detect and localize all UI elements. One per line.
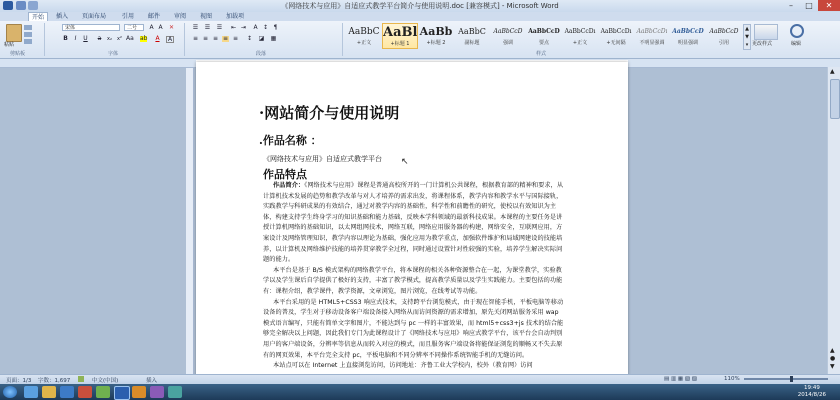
cut-icon[interactable] [24, 25, 32, 30]
style-name: 不明显强调 [639, 40, 665, 46]
align-right-icon[interactable]: ≡ [212, 35, 219, 42]
zoom-level[interactable]: 110% [724, 376, 740, 382]
page-indicator[interactable]: 页面：1/3 [6, 378, 32, 384]
taskbar-app-icon[interactable] [42, 386, 56, 398]
paragraph-text: 《网络技术与应用》课程是普通高校所开的一门计算机公共课程，根据教育部的精神和要求，从计算机技术发展的趋势和教学改革与对人才培养的需求出发，将课程体系，教学内容和教学水平与国际接轨，实践教学与科研成果的有效结合，通过对教学内容的基础性，科学性和前瞻性的研究，使校以有效知识为主体，构建支持学生终身学习的知识基础和能力基础，反映本学科领域的最新科技成果。本课程的主要任务是讲授计算机网络的基础知识，以太网组网技术，网络互联，网络应用服务器的构建，网络安全，互联网应用，方案设计及网络管理知识，教学内容以理论为基础，强化应用为教学重点，加强软件维护和局域网建设的技能培养，以计算机及网络维护技能的培养贯穿教学全过程，同时通过设置针对性较强的实验，培养学生解决实际问题的能力。 [263, 182, 564, 264]
title-bar [0, 0, 840, 12]
system-clock[interactable] [798, 385, 826, 399]
document-page[interactable] [196, 62, 628, 376]
show-marks-icon[interactable]: ¶ [273, 24, 278, 31]
style-normal[interactable] [346, 23, 382, 49]
proofing-icon[interactable] [78, 376, 84, 382]
style-sample: AaBl [383, 25, 417, 40]
style-heading-2[interactable] [418, 23, 454, 49]
view-buttons[interactable]: ▤ ▥ ▦ ▧ ▨ [664, 376, 697, 382]
style-emphasis[interactable] [490, 23, 526, 49]
style-sample: AaBbCcD [709, 28, 739, 35]
ribbon-tabs [0, 12, 840, 21]
clear-format-icon[interactable]: ✕ [168, 24, 175, 31]
style-subtitle[interactable] [454, 23, 490, 49]
vertical-ruler[interactable] [186, 68, 194, 374]
align-left-icon[interactable]: ≡ [192, 35, 199, 42]
window-title: 《网络技术与应用》自适应式教学平台简介与使用说明.doc [兼容模式] - Microsoft Word [281, 2, 559, 10]
tab-review[interactable]: 审阅 [174, 13, 187, 20]
grow-font-icon[interactable]: A [149, 24, 154, 31]
paragraph-text: 本平台是基于 B/S 模式架构的网络教学平台，将本课程的相关各种资源整合在一起，为课堂教学，实验教学以及学生课后自学提供了极好的支持，丰富了教学模式，提高教学质量以及学生实践能力。主要包括的功能有：课程介绍，教学课件，教学资源，文章浏览，图片浏览，在线考试等功能。 [263, 266, 563, 295]
chinese-layout-icon[interactable]: A [253, 24, 258, 31]
style-quote[interactable] [706, 23, 742, 49]
taskbar-app-icon[interactable] [60, 386, 74, 398]
style-sample: AaBbCcDı [636, 28, 668, 35]
taskbar-word-icon[interactable] [114, 386, 130, 400]
taskbar-app-icon[interactable] [132, 386, 146, 398]
scroll-up-icon[interactable]: ▲ [830, 68, 835, 75]
style-body[interactable] [562, 23, 598, 49]
paste-label: 粘贴 [4, 42, 15, 48]
multilevel-list-icon[interactable]: ☰ [216, 24, 223, 31]
taskbar [0, 384, 840, 400]
superscript-button[interactable]: x² [117, 36, 122, 42]
zoom-slider-thumb[interactable] [790, 376, 793, 382]
style-name: +无间隔 [606, 40, 626, 46]
group-divider [44, 23, 45, 56]
style-name: 强调 [502, 40, 513, 46]
paragraph-lead: 作品简介： [273, 182, 305, 189]
style-no-spacing[interactable] [598, 23, 634, 49]
change-case-button[interactable]: Aa [126, 35, 134, 42]
tab-home[interactable]: 开始 [28, 12, 48, 21]
style-subtle-emphasis[interactable] [634, 23, 670, 49]
browse-object-icon[interactable]: ● [830, 355, 836, 362]
group-label-paragraph: 段落 [256, 51, 267, 57]
line-spacing-icon[interactable]: ↕ [246, 35, 253, 42]
bold-button[interactable]: B [63, 35, 68, 42]
style-sample: AaBbCcD [493, 28, 523, 35]
shrink-font-icon[interactable]: A [158, 24, 163, 31]
change-styles-button[interactable]: 更改样式 [752, 41, 773, 47]
tab-insert[interactable]: 插入 [56, 13, 69, 20]
shading-icon[interactable]: ◪ [258, 35, 265, 42]
taskbar-app-icon[interactable] [24, 386, 38, 398]
maximize-button[interactable]: □ [805, 1, 813, 10]
style-sample: AaBbCcD [672, 28, 704, 35]
group-divider [342, 23, 343, 56]
style-name: 引用 [718, 40, 729, 46]
taskbar-app-icon[interactable] [168, 386, 182, 398]
section-heading-features: 作品特点 [263, 168, 307, 181]
language-indicator[interactable]: 中文(中国) [92, 378, 119, 384]
subscript-button[interactable]: x₂ [107, 36, 112, 42]
insert-mode[interactable]: 插入 [146, 378, 158, 384]
paragraph [263, 266, 566, 298]
styles-gallery-scroll[interactable]: ▲ ▼ ▾ [743, 24, 751, 50]
font-name-select[interactable]: 宋体 [62, 24, 120, 31]
paragraph [263, 181, 566, 266]
style-sample: AaBb [419, 25, 453, 38]
increase-indent-icon[interactable]: ⇥ [240, 24, 247, 31]
style-sample: AaBbCcDı [600, 28, 632, 35]
italic-button[interactable]: I [74, 35, 77, 42]
decrease-indent-icon[interactable]: ⇤ [230, 24, 237, 31]
clock-time: 19:49 [803, 385, 820, 391]
style-strong[interactable] [526, 23, 562, 49]
style-name: +正文 [356, 40, 372, 46]
style-sample: AaBbCcD [528, 28, 560, 35]
justify-icon[interactable]: ≡ [222, 35, 229, 42]
paragraph [263, 361, 566, 372]
align-center-icon[interactable]: ≡ [202, 35, 209, 42]
paste-icon[interactable] [6, 24, 22, 42]
zoom-slider[interactable] [744, 378, 828, 380]
taskbar-app-icon[interactable] [78, 386, 92, 398]
copy-icon[interactable] [24, 32, 32, 37]
prev-page-icon[interactable]: ▲ [830, 347, 835, 354]
style-name: 明显强调 [677, 40, 698, 46]
find-icon[interactable] [790, 24, 804, 38]
paragraph-text: 本站点可以在 Internet 上直接浏览访问，访问地址：齐鲁工业大学校内，校外（教育网）访问 [273, 362, 533, 370]
clock-date: 2014/8/26 [797, 392, 826, 398]
tab-addins[interactable]: 加载项 [226, 13, 245, 20]
vertical-scrollbar[interactable] [827, 67, 840, 374]
cursor-icon: ↖ [401, 157, 409, 167]
edit-button[interactable]: 编辑 [791, 41, 802, 47]
start-icon[interactable] [3, 386, 17, 398]
scrollbar-thumb[interactable] [830, 79, 840, 119]
style-intense-emphasis[interactable] [670, 23, 706, 49]
bullets-icon[interactable]: ☰ [192, 24, 199, 31]
highlight-button[interactable]: ab [140, 35, 148, 42]
style-sample: AaBbC [348, 27, 380, 37]
sort-icon[interactable]: ↕ [262, 24, 269, 31]
group-label-styles: 样式 [536, 51, 547, 57]
taskbar-app-icon[interactable] [150, 386, 164, 398]
style-name: 要点 [538, 40, 549, 46]
style-sample: AaBbCcDı [564, 28, 596, 35]
font-size-select[interactable]: 二号 [124, 24, 144, 31]
document-body [263, 181, 566, 372]
group-label-clipboard: 剪贴板 [10, 51, 26, 57]
strikethrough-button[interactable]: a [97, 35, 102, 42]
group-label-font: 字体 [108, 51, 119, 57]
product-name-text: 《网络技术与应用》自适应式教学平台 [263, 155, 382, 163]
font-color-button[interactable]: A [155, 35, 160, 42]
next-page-icon[interactable]: ▼ [830, 363, 835, 370]
status-bar [0, 374, 840, 384]
taskbar-app-icon[interactable] [96, 386, 110, 398]
paragraph [263, 298, 566, 362]
minimize-button[interactable]: – [789, 1, 793, 10]
tab-mailings[interactable]: 邮件 [148, 13, 161, 20]
tab-page-layout[interactable]: 页面布局 [82, 13, 107, 20]
tab-view[interactable]: 视图 [200, 13, 213, 20]
close-button[interactable]: ✕ [818, 0, 840, 11]
style-name: 副标题 [464, 40, 480, 46]
change-styles-icon[interactable] [754, 24, 778, 40]
numbering-icon[interactable]: ☰ [204, 24, 211, 31]
group-divider [184, 23, 185, 56]
borders-icon[interactable]: ▦ [270, 35, 277, 42]
format-painter-icon[interactable] [24, 39, 32, 44]
underline-button[interactable]: U [83, 35, 88, 42]
style-sample: AaBbC [458, 27, 486, 36]
char-border-button[interactable]: A [167, 36, 173, 43]
distributed-icon[interactable]: ≡ [232, 35, 239, 42]
style-name: +标题 1 [390, 41, 410, 47]
section-heading-name: .作品名称 ： [259, 134, 322, 147]
tab-references[interactable]: 引用 [122, 13, 135, 20]
style-name: +标题 2 [426, 40, 446, 46]
document-title: ·网站简介与使用说明 [259, 104, 400, 122]
style-heading-1[interactable] [382, 23, 418, 49]
ribbon [0, 21, 840, 59]
word-count[interactable]: 字数：1,697 [38, 378, 71, 384]
paragraph-text: 本平台采用的是 HTML5+CSS3 响应式技术，支持跨平台浏览模式，由于现在智能手机，平板电脑等移动设备的普及，学生对于移动设备客户端设备接入网络从而访问资源的需求增加，原先关闭网站服务采用 wap 模式语言编写，只能有简单文字和图片，不能达到与 pc 一样的丰富效果，而 html5+css3+js 技术的结合能够完全解决以上问题，因此我们专门为此课程设计了《网络技术与应用》响应式教学平台，该平台会自动判别用户的客户端设备，分辨率等信息从而转入对应的模式，而且服务客户端设备将能保证浏览的顺畅又不失去原有的网页效果，本平台完全支持 pc，平板电脑和不同分辨率不同操作系统智能手机的无缝访问。 [263, 298, 564, 359]
style-name: +正文 [572, 40, 588, 46]
